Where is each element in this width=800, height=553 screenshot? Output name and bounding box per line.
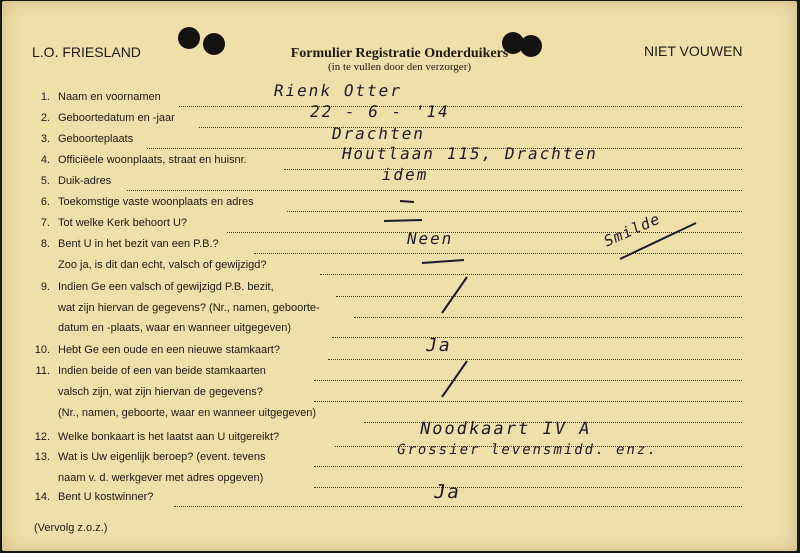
continued-note: (Vervolg z.o.z.) (34, 522, 108, 534)
signature: Smilde (602, 208, 662, 252)
field-number: 5. (40, 175, 50, 187)
form-subtitle: (in te vullen door den verzorger) (327, 61, 472, 73)
answer-stamkaart: Ja (424, 335, 454, 356)
dash-mark (400, 201, 414, 202)
dash-mark (384, 220, 422, 221)
slash-mark (442, 361, 467, 397)
field-label: naam v. d. werkgever met adres opgeven) (58, 472, 264, 484)
answer-pb: Neen (405, 229, 456, 248)
field-label: Zoo ja, is dit dan echt, valsch of gewijzigd? (58, 259, 267, 271)
field-label: datum en -plaats, waar en wanneer uitgegeven) (58, 322, 291, 334)
form-title: Formulier Registratie Onderduikers (290, 46, 509, 61)
answer-occupation: Grossier levensmidd. enz. (395, 442, 660, 458)
field-label: Officiëele woonplaats, straat en huisnr. (58, 154, 247, 166)
field-label: Indien beide of een van beide stamkaarten (58, 365, 266, 377)
field-number: 10. (34, 344, 50, 356)
field-label: Wat is Uw eigenlijk beroep? (event. tevens (58, 451, 266, 463)
field-label: Geboorteplaats (58, 133, 134, 145)
field-label: Geboortedatum en -jaar (58, 112, 175, 124)
field-label: (Nr., namen, geboorte, waar en wanneer uitgegeven) (58, 407, 317, 419)
field-number: 2. (40, 112, 50, 124)
field-number: 9. (40, 281, 50, 293)
field-label: valsch zijn, wat zijn hiervan de gegevens? (58, 386, 263, 398)
field-number: 7. (40, 217, 50, 229)
field-label: Bent U in het bezit van een P.B.? (58, 238, 219, 250)
dash-mark (422, 260, 464, 263)
field-label: Naam en voornamen (58, 91, 161, 103)
answer-bonkaart: Noodkaart IV A (418, 419, 594, 439)
do-not-fold-label: NIET VOUWEN (644, 43, 743, 59)
field-label: Tot welke Kerk behoort U? (58, 217, 188, 229)
field-number: 14. (34, 491, 50, 503)
field-number: 1. (40, 91, 50, 103)
field-number: 12. (34, 431, 50, 443)
field-label: Toekomstige vaste woonplaats en adres (58, 196, 254, 208)
registration-card (2, 1, 797, 551)
answer-residence: Houtlaan 115, Drachten (340, 144, 600, 163)
answer-birthplace: Drachten (330, 124, 427, 143)
field-number: 13. (34, 451, 50, 463)
answer-birthdate: 22 - 6 - '14 (308, 102, 452, 121)
field-number: 11. (35, 365, 50, 377)
answer-breadwinner: Ja (432, 481, 463, 503)
field-label: Hebt Ge een oude en een nieuwe stamkaart? (58, 344, 280, 356)
field-number: 3. (40, 133, 50, 145)
answer-hiding-address: idem (380, 165, 431, 184)
answer-name: Rienk Otter (272, 81, 404, 100)
field-label: Indien Ge een valsch of gewijzigd P.B. bezit, (58, 281, 274, 293)
field-label: wat zijn hiervan de gegevens? (Nr., namen, geboorte- (58, 302, 320, 314)
handwritten-marks (2, 1, 797, 551)
field-label: Welke bonkaart is het laatst aan U uitgereikt? (58, 431, 280, 443)
field-label: Bent U kostwinner? (58, 491, 154, 503)
field-label: Duik-adres (58, 175, 112, 187)
field-number: 4. (40, 154, 50, 166)
signature-underline (620, 223, 696, 259)
slash-mark (442, 277, 467, 313)
region-label: L.O. FRIESLAND (32, 44, 141, 60)
field-number: 8. (40, 238, 50, 250)
field-number: 6. (40, 196, 50, 208)
